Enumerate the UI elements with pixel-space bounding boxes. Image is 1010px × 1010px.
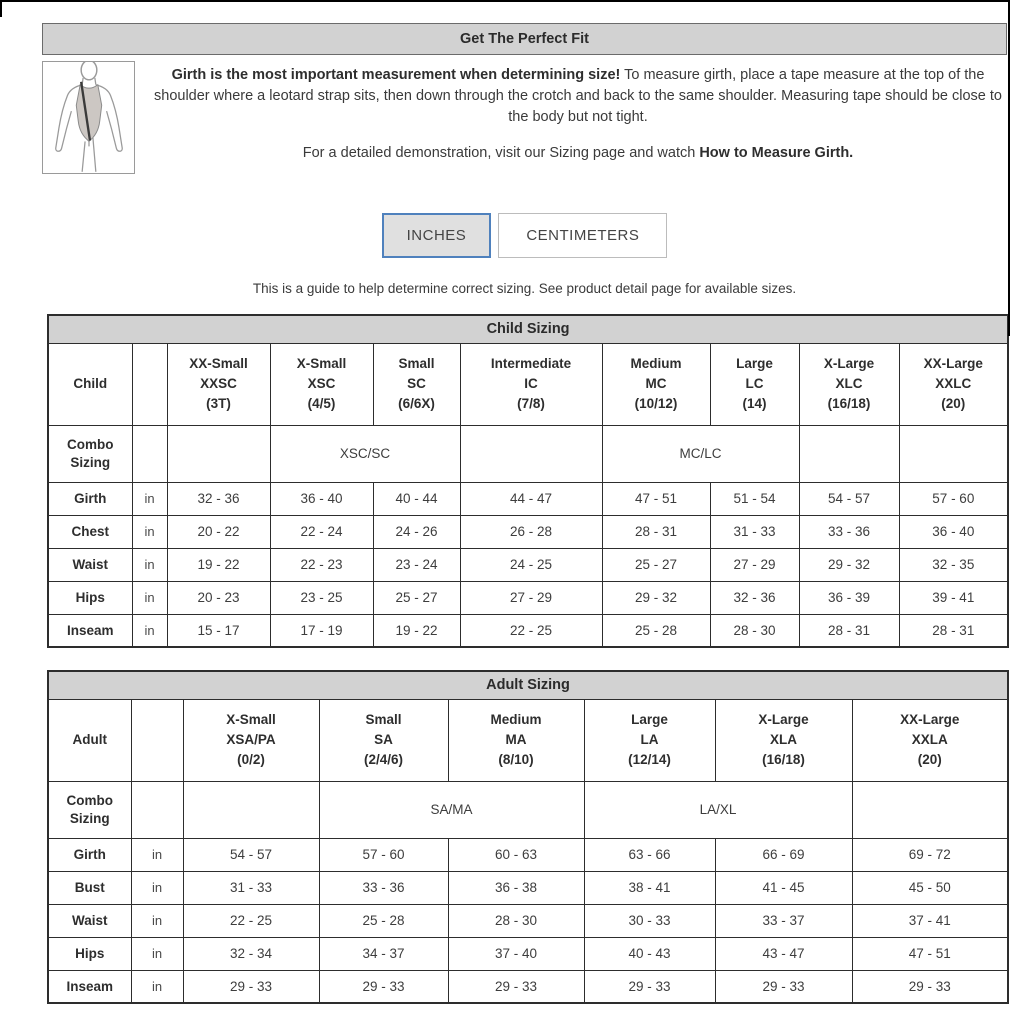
size-value-cell: 25 - 27 bbox=[373, 581, 460, 614]
unit-header-cell bbox=[132, 343, 167, 425]
table-caption-row bbox=[48, 671, 1008, 699]
size-name: Large bbox=[631, 712, 668, 727]
child-combo-row bbox=[48, 425, 1008, 482]
adult-inseam-row bbox=[48, 970, 1008, 1003]
size-value-cell: 25 - 28 bbox=[319, 904, 448, 937]
size-value-cell: 30 - 33 bbox=[584, 904, 715, 937]
size-name: Medium bbox=[490, 712, 542, 727]
size-range: (10/12) bbox=[634, 396, 678, 411]
row-label: Inseam bbox=[48, 970, 131, 1003]
size-value-cell: 29 - 33 bbox=[584, 970, 715, 1003]
demo-bold-text: How to Measure Girth. bbox=[699, 145, 854, 161]
adult-table-title: Adult Sizing bbox=[48, 671, 1008, 699]
page-title: Get The Perfect Fit bbox=[460, 31, 589, 47]
size-code: XLA bbox=[770, 732, 797, 747]
combo-empty-cell bbox=[799, 425, 899, 482]
size-range: (6/6X) bbox=[398, 396, 435, 411]
size-value-cell: 43 - 47 bbox=[715, 937, 852, 970]
size-name: Medium bbox=[630, 356, 682, 371]
size-value-cell: 37 - 40 bbox=[448, 937, 584, 970]
size-value-cell: 36 - 40 bbox=[270, 482, 373, 515]
row-label: Chest bbox=[48, 515, 132, 548]
size-value-cell: 28 - 30 bbox=[448, 904, 584, 937]
size-value-cell: 25 - 27 bbox=[602, 548, 710, 581]
size-column-header bbox=[448, 699, 584, 781]
size-value-cell: 32 - 36 bbox=[710, 581, 799, 614]
row-label: Inseam bbox=[48, 614, 132, 647]
size-value-cell: 29 - 32 bbox=[602, 581, 710, 614]
size-value-cell: 28 - 31 bbox=[799, 614, 899, 647]
adult-girth-row bbox=[48, 838, 1008, 871]
size-column-header bbox=[852, 699, 1008, 781]
size-column-header bbox=[183, 699, 319, 781]
size-value-cell: 24 - 26 bbox=[373, 515, 460, 548]
child-table-title: Child Sizing bbox=[48, 315, 1008, 343]
size-code: IC bbox=[524, 376, 538, 391]
size-code: SA bbox=[374, 732, 393, 747]
adult-sizing-table bbox=[47, 670, 1009, 1004]
size-range: (16/18) bbox=[762, 752, 805, 767]
size-value-cell: 51 - 54 bbox=[710, 482, 799, 515]
size-code: LA bbox=[640, 732, 659, 747]
size-range: (20) bbox=[917, 752, 942, 767]
size-value-cell: 28 - 31 bbox=[602, 515, 710, 548]
size-value-cell: 63 - 66 bbox=[584, 838, 715, 871]
size-value-cell: 33 - 37 bbox=[715, 904, 852, 937]
size-name: X-Small bbox=[296, 356, 347, 371]
unit-cell: in bbox=[132, 581, 167, 614]
size-value-cell: 27 - 29 bbox=[460, 581, 602, 614]
size-name: Small bbox=[365, 712, 402, 727]
unit-cell: in bbox=[131, 871, 183, 904]
unit-cell: in bbox=[132, 515, 167, 548]
unit-cell: in bbox=[131, 838, 183, 871]
size-range: (8/10) bbox=[498, 752, 534, 767]
size-value-cell: 19 - 22 bbox=[167, 548, 270, 581]
size-range: (4/5) bbox=[307, 396, 336, 411]
corner-label: Adult bbox=[48, 699, 131, 781]
size-range: (7/8) bbox=[517, 396, 545, 411]
size-value-cell: 17 - 19 bbox=[270, 614, 373, 647]
size-range: (20) bbox=[941, 396, 966, 411]
size-value-cell: 22 - 24 bbox=[270, 515, 373, 548]
size-value-cell: 22 - 25 bbox=[183, 904, 319, 937]
adult-combo-row bbox=[48, 781, 1008, 838]
size-range: (0/2) bbox=[237, 752, 265, 767]
size-value-cell: 45 - 50 bbox=[852, 871, 1008, 904]
size-value-cell: 28 - 30 bbox=[710, 614, 799, 647]
size-value-cell: 39 - 41 bbox=[899, 581, 1008, 614]
size-value-cell: 60 - 63 bbox=[448, 838, 584, 871]
demo-line bbox=[149, 143, 1007, 164]
size-column-header bbox=[167, 343, 270, 425]
size-code: SC bbox=[407, 376, 426, 391]
size-value-cell: 37 - 41 bbox=[852, 904, 1008, 937]
size-range: (2/4/6) bbox=[363, 752, 404, 767]
size-value-cell: 40 - 44 bbox=[373, 482, 460, 515]
combo-empty-cell bbox=[131, 781, 183, 838]
combo-empty-cell bbox=[183, 781, 319, 838]
size-value-cell: 34 - 37 bbox=[319, 937, 448, 970]
unit-cell: in bbox=[132, 482, 167, 515]
unit-cell: in bbox=[132, 548, 167, 581]
size-value-cell: 24 - 25 bbox=[460, 548, 602, 581]
size-value-cell: 36 - 39 bbox=[799, 581, 899, 614]
unit-toggle bbox=[42, 213, 1007, 258]
size-name: Intermediate bbox=[490, 356, 572, 371]
girth-instructions-paragraph bbox=[149, 65, 1007, 128]
combo-group-cell: MC/LC bbox=[602, 425, 799, 482]
size-value-cell: 66 - 69 bbox=[715, 838, 852, 871]
size-column-header bbox=[460, 343, 602, 425]
combo-empty-cell bbox=[460, 425, 602, 482]
frame-border-top bbox=[0, 0, 1010, 2]
size-name: X-Small bbox=[226, 712, 276, 727]
page-title-bar bbox=[42, 23, 1007, 55]
size-value-cell: 38 - 41 bbox=[584, 871, 715, 904]
adult-header-row bbox=[48, 699, 1008, 781]
row-label: Girth bbox=[48, 482, 132, 515]
size-value-cell: 29 - 33 bbox=[852, 970, 1008, 1003]
size-column-header bbox=[715, 699, 852, 781]
size-value-cell: 28 - 31 bbox=[899, 614, 1008, 647]
size-value-cell: 22 - 25 bbox=[460, 614, 602, 647]
size-code: LC bbox=[745, 376, 764, 391]
combo-group-cell: LA/XL bbox=[584, 781, 852, 838]
size-value-cell: 26 - 28 bbox=[460, 515, 602, 548]
size-value-cell: 57 - 60 bbox=[319, 838, 448, 871]
size-name: Small bbox=[398, 356, 435, 371]
size-column-header bbox=[799, 343, 899, 425]
adult-hips-row bbox=[48, 937, 1008, 970]
size-value-cell: 29 - 33 bbox=[319, 970, 448, 1003]
row-label: Waist bbox=[48, 904, 131, 937]
size-code: MC bbox=[645, 376, 667, 391]
size-name: XX-Small bbox=[189, 356, 248, 371]
size-value-cell: 29 - 33 bbox=[715, 970, 852, 1003]
size-value-cell: 27 - 29 bbox=[710, 548, 799, 581]
size-value-cell: 32 - 34 bbox=[183, 937, 319, 970]
size-value-cell: 41 - 45 bbox=[715, 871, 852, 904]
corner-label: Child bbox=[48, 343, 132, 425]
size-range: (16/18) bbox=[827, 396, 871, 411]
child-hips-row bbox=[48, 581, 1008, 614]
unit-header-cell bbox=[131, 699, 183, 781]
row-label: Waist bbox=[48, 548, 132, 581]
size-value-cell: 19 - 22 bbox=[373, 614, 460, 647]
unit-cell: in bbox=[131, 970, 183, 1003]
leotard-girth-diagram-icon bbox=[42, 61, 135, 174]
size-value-cell: 36 - 40 bbox=[899, 515, 1008, 548]
unit-cell: in bbox=[131, 937, 183, 970]
size-value-cell: 33 - 36 bbox=[319, 871, 448, 904]
size-value-cell: 47 - 51 bbox=[852, 937, 1008, 970]
size-code: XLC bbox=[835, 376, 863, 391]
size-name: Large bbox=[736, 356, 773, 371]
size-code: XSC bbox=[307, 376, 336, 391]
centimeters-button[interactable]: CENTIMETERS bbox=[498, 213, 667, 258]
child-header-row bbox=[48, 343, 1008, 425]
size-value-cell: 29 - 32 bbox=[799, 548, 899, 581]
size-value-cell: 29 - 33 bbox=[448, 970, 584, 1003]
sizing-guide-page bbox=[42, 0, 1007, 1004]
size-code: XXSC bbox=[200, 376, 237, 391]
child-sizing-table bbox=[47, 314, 1009, 648]
size-column-header bbox=[584, 699, 715, 781]
size-column-header bbox=[270, 343, 373, 425]
size-range: (12/14) bbox=[628, 752, 671, 767]
size-value-cell: 54 - 57 bbox=[799, 482, 899, 515]
sizing-note: This is a guide to help determine correct sizing. See product detail page for available sizes. bbox=[252, 281, 797, 296]
size-code: XXLA bbox=[911, 732, 948, 747]
frame-border-left-notch bbox=[0, 0, 2, 17]
size-value-cell: 22 - 23 bbox=[270, 548, 373, 581]
size-code: MA bbox=[505, 732, 527, 747]
size-range: (14) bbox=[742, 396, 767, 411]
size-column-header bbox=[602, 343, 710, 425]
size-value-cell: 23 - 24 bbox=[373, 548, 460, 581]
size-range: (3T) bbox=[206, 396, 231, 411]
size-value-cell: 36 - 38 bbox=[448, 871, 584, 904]
table-caption-row bbox=[48, 315, 1008, 343]
demo-text: For a detailed demonstration, visit our Sizing page and watch bbox=[302, 145, 700, 161]
size-value-cell: 44 - 47 bbox=[460, 482, 602, 515]
combo-empty-cell bbox=[899, 425, 1008, 482]
adult-waist-row bbox=[48, 904, 1008, 937]
size-name: X-Large bbox=[758, 712, 809, 727]
child-girth-row bbox=[48, 482, 1008, 515]
size-value-cell: 20 - 22 bbox=[167, 515, 270, 548]
size-value-cell: 29 - 33 bbox=[183, 970, 319, 1003]
row-label: Girth bbox=[48, 838, 131, 871]
size-value-cell: 40 - 43 bbox=[584, 937, 715, 970]
combo-empty-cell bbox=[132, 425, 167, 482]
girth-instructions-rest: To measure girth, place a tape measure at the top of the shoulder where a leotard strap sits, then down through the crotch and back to the same shoulder. Measuring tape should be close to the body but not tight. bbox=[154, 67, 1002, 125]
size-code: XXLC bbox=[935, 376, 972, 391]
girth-instructions-lead: Girth is the most important measurement when determining size! bbox=[171, 67, 621, 83]
combo-group-cell: XSC/SC bbox=[270, 425, 460, 482]
unit-cell: in bbox=[131, 904, 183, 937]
combo-sizing-label: Combo Sizing bbox=[48, 425, 132, 482]
combo-group-cell: SA/MA bbox=[319, 781, 584, 838]
size-column-header bbox=[319, 699, 448, 781]
child-waist-row bbox=[48, 548, 1008, 581]
row-label: Hips bbox=[48, 581, 132, 614]
adult-bust-row bbox=[48, 871, 1008, 904]
size-column-header bbox=[899, 343, 1008, 425]
girth-instructions bbox=[135, 61, 1007, 174]
size-name: X-Large bbox=[823, 356, 875, 371]
size-value-cell: 33 - 36 bbox=[799, 515, 899, 548]
size-value-cell: 54 - 57 bbox=[183, 838, 319, 871]
size-value-cell: 20 - 23 bbox=[167, 581, 270, 614]
size-name: XX-Large bbox=[923, 356, 983, 371]
child-inseam-row bbox=[48, 614, 1008, 647]
size-value-cell: 31 - 33 bbox=[710, 515, 799, 548]
size-column-header bbox=[710, 343, 799, 425]
size-value-cell: 23 - 25 bbox=[270, 581, 373, 614]
size-name: XX-Large bbox=[900, 712, 960, 727]
combo-sizing-label: Combo Sizing bbox=[48, 781, 131, 838]
size-column-header bbox=[373, 343, 460, 425]
child-chest-row bbox=[48, 515, 1008, 548]
size-value-cell: 32 - 35 bbox=[899, 548, 1008, 581]
combo-empty-cell bbox=[167, 425, 270, 482]
inches-button[interactable]: INCHES bbox=[382, 213, 492, 258]
size-value-cell: 57 - 60 bbox=[899, 482, 1008, 515]
size-value-cell: 47 - 51 bbox=[602, 482, 710, 515]
row-label: Hips bbox=[48, 937, 131, 970]
unit-cell: in bbox=[132, 614, 167, 647]
size-code: XSA/PA bbox=[226, 732, 276, 747]
size-value-cell: 25 - 28 bbox=[602, 614, 710, 647]
size-value-cell: 15 - 17 bbox=[167, 614, 270, 647]
size-value-cell: 32 - 36 bbox=[167, 482, 270, 515]
combo-empty-cell bbox=[852, 781, 1008, 838]
size-value-cell: 69 - 72 bbox=[852, 838, 1008, 871]
intro-section bbox=[42, 61, 1007, 174]
size-value-cell: 31 - 33 bbox=[183, 871, 319, 904]
row-label: Bust bbox=[48, 871, 131, 904]
